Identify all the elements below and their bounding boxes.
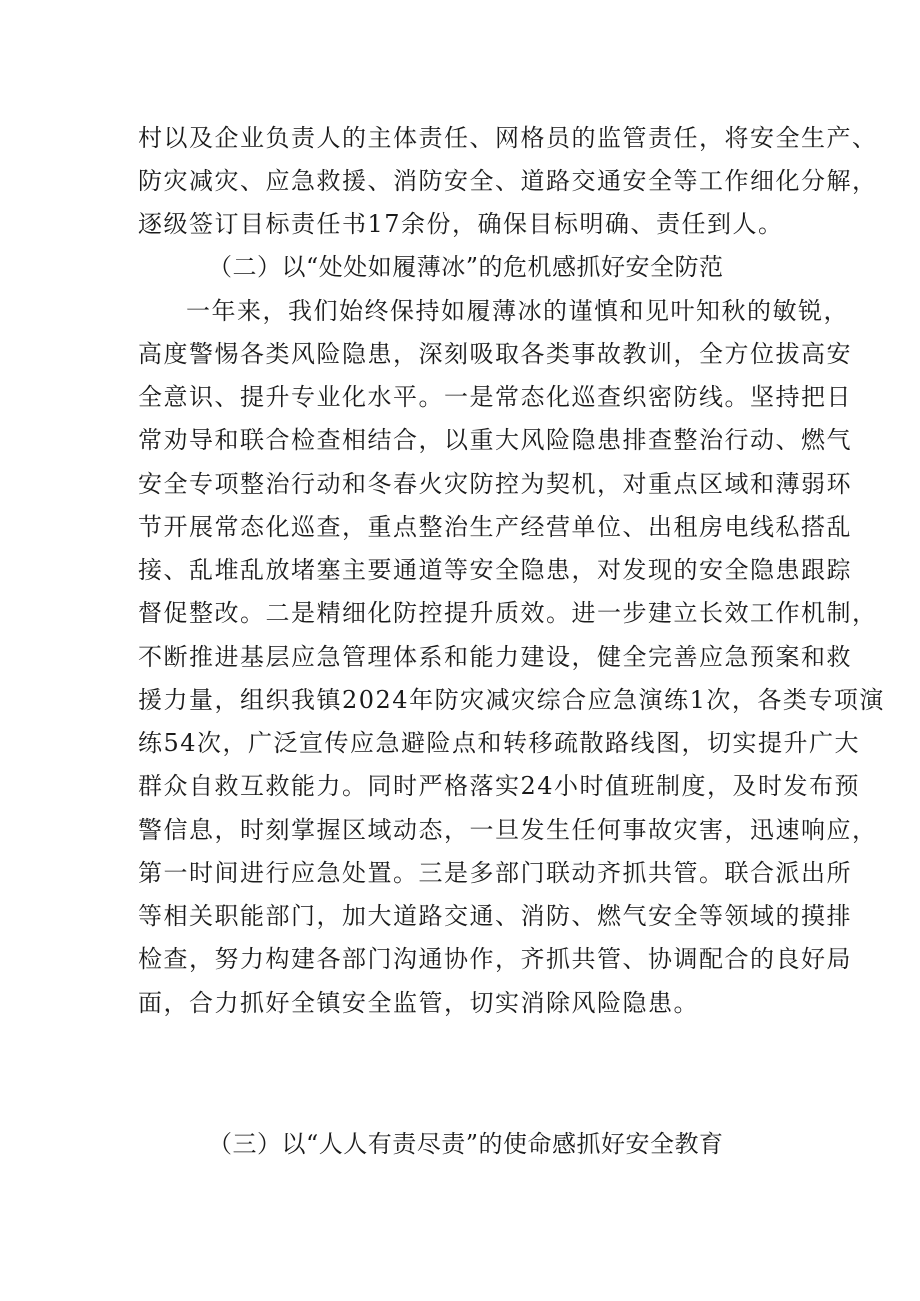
text-line: 不断推进基层应急管理体系和能力建设，健全完善应急预案和救 xyxy=(138,643,852,671)
section-heading-2: （二）以“处处如履薄冰”的危机感抓好安全防范 xyxy=(208,253,724,281)
text-line: 全意识、提升专业化水平。一是常态化巡查织密防线。坚持把日 xyxy=(138,383,852,411)
text-line: 检查，努力构建各部门沟通协作，齐抓共管、协调配合的良好局 xyxy=(138,945,852,973)
text-line: 援力量，组织我镇2024年防灾减灾综合应急演练1次，各类专项演 xyxy=(138,686,885,714)
text-line: 第一时间进行应急处置。三是多部门联动齐抓共管。联合派出所 xyxy=(138,859,852,887)
section-heading-3: （三）以“人人有责尽责”的使命感抓好安全教育 xyxy=(208,1130,724,1158)
text-line: 督促整改。二是精细化防控提升质效。进一步建立长效工作机制， xyxy=(138,599,878,627)
text-line: 高度警惕各类风险隐患，深刻吸取各类事故教训，全方位拔高安 xyxy=(138,340,852,368)
text-line: 防灾减灾、应急救援、消防安全、道路交通安全等工作细化分解， xyxy=(138,167,878,195)
text-line: 节开展常态化巡查，重点整治生产经营单位、出租房电线私搭乱 xyxy=(138,513,852,541)
text-line: 村以及企业负责人的主体责任、网格员的监管责任，将安全生产、 xyxy=(138,124,878,152)
text-line: 练54次，广泛宣传应急避险点和转移疏散路线图，切实提升广大 xyxy=(138,729,861,757)
text-line: 逐级签订目标责任书17余份，确保目标明确、责任到人。 xyxy=(138,210,784,238)
text-line: 一年来，我们始终保持如履薄冰的谨慎和见叶知秋的敏锐， xyxy=(186,297,849,325)
text-line: 常劝导和联合检查相结合，以重大风险隐患排查整治行动、燃气 xyxy=(138,426,852,454)
text-line: 面，合力抓好全镇安全监管，切实消除风险隐患。 xyxy=(138,989,699,1017)
text-line: 安全专项整治行动和冬春火灾防控为契机，对重点区域和薄弱环 xyxy=(138,470,852,498)
text-line: 警信息，时刻掌握区域动态，一旦发生任何事故灾害，迅速响应， xyxy=(138,816,878,844)
text-line: 等相关职能部门，加大道路交通、消防、燃气安全等领域的摸排 xyxy=(138,902,852,930)
text-line: 接、乱堆乱放堵塞主要通道等安全隐患，对发现的安全隐患跟踪 xyxy=(138,556,852,584)
text-line: 群众自救互救能力。同时严格落实24小时值班制度，及时发布预 xyxy=(138,772,861,800)
